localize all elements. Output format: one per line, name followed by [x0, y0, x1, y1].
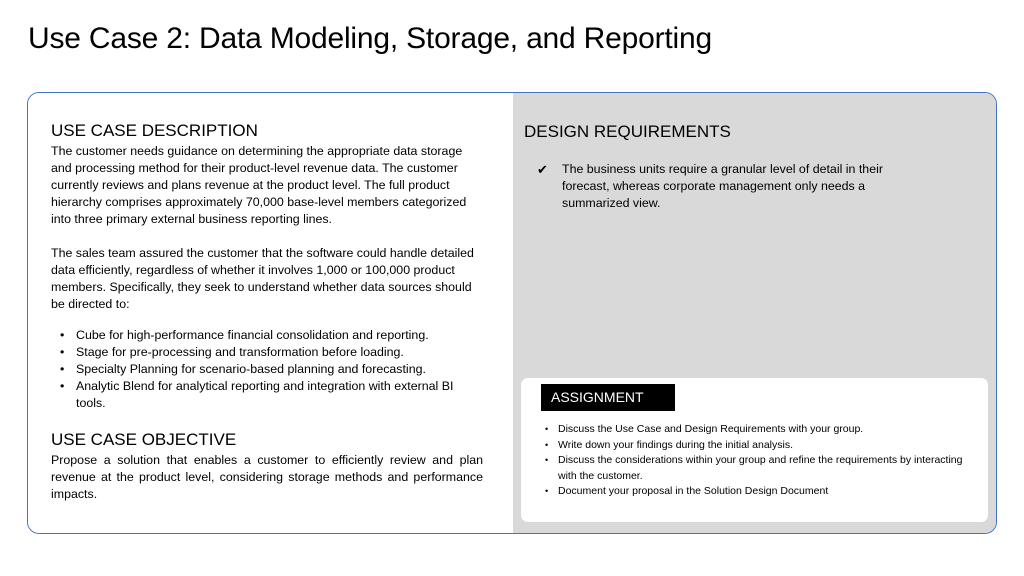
- list-item: [60, 327, 484, 344]
- description-paragraph: The customer needs guidance on determining the appropriate data storage and processing method for their product-level revenue data. The customer currently reviews and plans revenue at the product level. The full product hierarchy comprises approximately 70,000 base-level members categorized into three primary external business reporting lines.: [51, 144, 467, 226]
- list-item-text: Discuss the Use Case and Design Requirements with your group.: [558, 423, 864, 435]
- right-panel: [513, 93, 996, 533]
- list-item: [545, 438, 978, 454]
- list-item-text: Cube for high-performance financial consolidation and reporting.: [76, 328, 429, 342]
- list-item: [545, 422, 978, 438]
- bullet-icon: •: [60, 379, 65, 393]
- list-item: [60, 378, 484, 412]
- bullet-icon: •: [545, 439, 549, 450]
- left-panel: [28, 93, 513, 533]
- list-item: [60, 344, 484, 361]
- bullet-icon: •: [545, 424, 549, 434]
- requirement-text: The business units require a granular level of detail in their forecast, whereas corporate management only needs a summarized view.: [562, 162, 883, 210]
- assignment-label: ASSIGNMENT: [541, 384, 675, 411]
- list-item-text: Write down your findings during the initial analysis.: [558, 438, 794, 451]
- description-body: [51, 143, 483, 313]
- page-title: Use Case 2: Data Modeling, Storage, and Reporting: [28, 22, 712, 55]
- assignment-box: [521, 378, 988, 522]
- list-item: [60, 361, 484, 378]
- description-paragraph: The sales team assured the customer that the software could handle detailed data efficiently, regardless of whether it involves 1,000 or 100,000 product members. Specifically, they seek to understand whether data sources should be directed to:: [51, 246, 474, 311]
- bullet-icon: •: [60, 362, 65, 376]
- list-item: [545, 453, 978, 484]
- list-item-text: Analytic Blend for analytical reporting and integration with external BI tools.: [76, 379, 454, 410]
- list-item: [545, 484, 978, 500]
- bullet-icon: •: [60, 345, 65, 359]
- list-item-text: Document your proposal in the Solution Design Document: [558, 485, 829, 497]
- use-case-card: [27, 92, 997, 534]
- objective-section: [51, 430, 513, 503]
- bullet-icon: •: [545, 455, 549, 465]
- objective-heading: USE CASE OBJECTIVE: [51, 430, 237, 449]
- objective-text: Propose a solution that enables a customer to efficiently review and plan revenue at the product level, considering storage methods and performance impacts.: [51, 453, 483, 501]
- requirement-item: [537, 161, 902, 212]
- bullet-icon: •: [60, 328, 65, 342]
- list-item-text: Specialty Planning for scenario-based planning and forecasting.: [76, 362, 426, 376]
- bullet-icon: •: [545, 486, 549, 496]
- assignment-list: [545, 422, 978, 500]
- list-item-text: Stage for pre-processing and transformation before loading.: [76, 345, 404, 359]
- list-item-text: Discuss the considerations within your group and refine the requirements by interacting with the customer.: [558, 454, 963, 482]
- design-requirements-heading: DESIGN REQUIREMENTS: [524, 122, 731, 141]
- data-source-list: [51, 327, 513, 412]
- check-icon: ✔: [537, 162, 548, 177]
- description-heading: USE CASE DESCRIPTION: [51, 121, 258, 140]
